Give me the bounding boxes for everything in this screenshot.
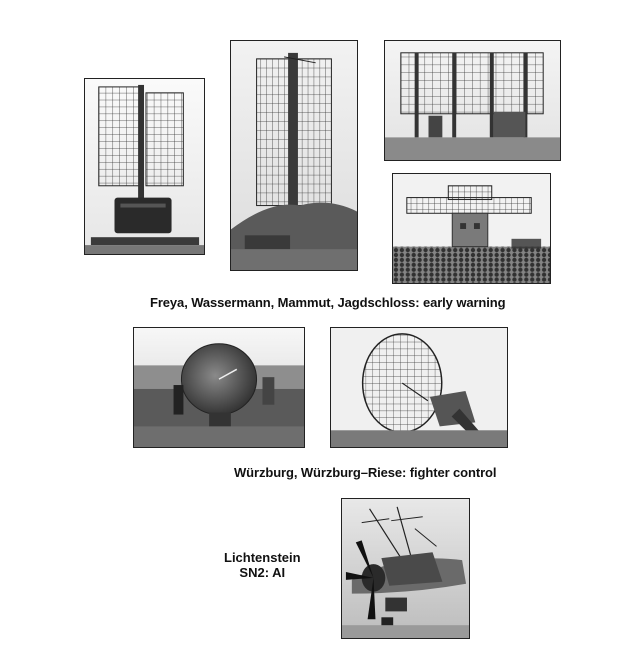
fighter-control-caption: Würzburg, Würzburg–Riese: fighter control <box>234 465 497 480</box>
freya-radar-photo <box>84 78 205 255</box>
ai-caption <box>224 550 301 580</box>
ai-caption-line-2: SN2: AI <box>239 565 286 580</box>
wurzburg-riese-radar-photo <box>330 327 508 448</box>
wassermann-radar-photo <box>230 40 358 271</box>
jagdschloss-radar-photo <box>392 173 551 284</box>
wurzburg-radar-photo <box>133 327 305 448</box>
mammut-radar-photo <box>384 40 561 161</box>
lichtenstein-night-fighter-photo <box>341 498 470 639</box>
early-warning-caption: Freya, Wassermann, Mammut, Jagdschloss: early warning <box>150 295 506 310</box>
ai-caption-line-1: Lichtenstein <box>224 550 301 565</box>
